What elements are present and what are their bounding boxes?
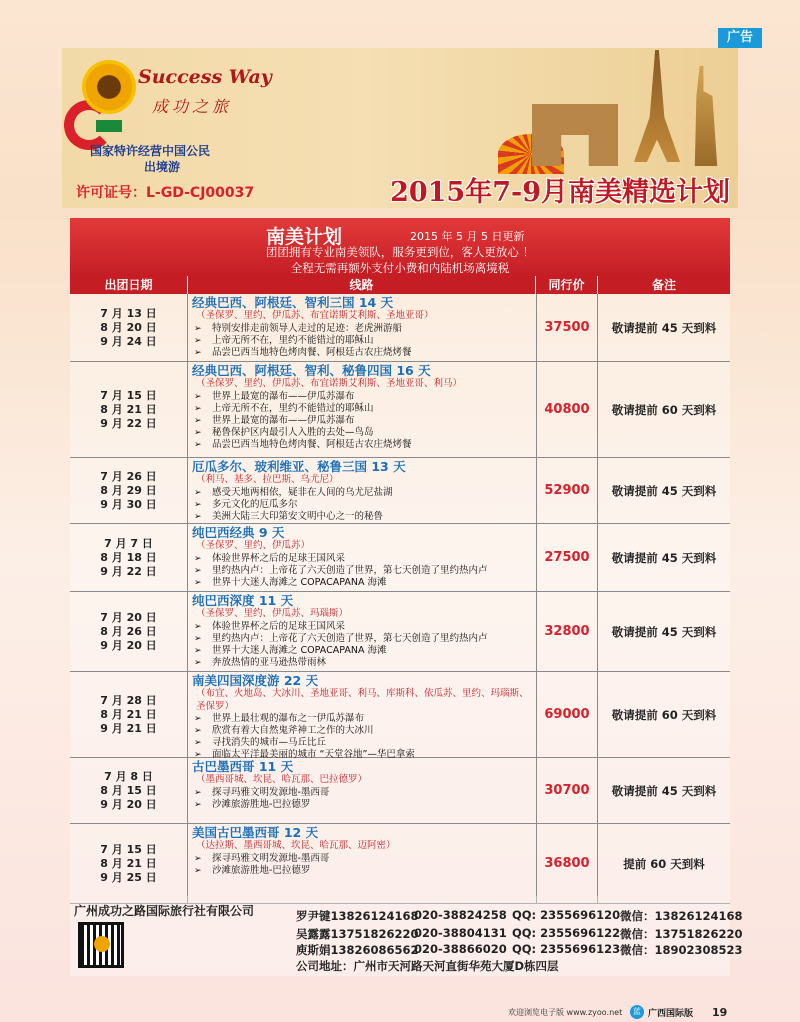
price: 52900 <box>536 458 598 523</box>
departure-date: 9 月 30 日 <box>100 497 157 511</box>
departure-dates <box>70 824 188 903</box>
contact-mobile[interactable]: 13751826220 <box>330 927 419 941</box>
route-highlight: ➢ 体验世界杯之后的足球王国风采 <box>192 553 536 565</box>
route-highlight: ➢ 里约热内卢：上帝花了六天创造了世界，第七天创造了里约热内卢 <box>192 565 536 577</box>
route-cities: （达拉斯、墨西哥城、坎昆、哈瓦那、迈阿密） <box>196 840 396 851</box>
departure-date: 7 月 15 日 <box>100 842 157 856</box>
qr-logo-icon <box>94 936 110 952</box>
route-cell <box>192 759 536 811</box>
departure-date: 7 月 26 日 <box>100 469 157 483</box>
edition-logo-icon: 蓝 <box>630 1005 644 1019</box>
contact-qq[interactable]: QQ: 2355696122 <box>512 926 621 940</box>
price: 36800 <box>536 824 598 903</box>
route-cities: （布宜、火地岛、大冰川、圣地亚哥、利马、库斯科、依瓜苏、里约、玛瑙斯、圣保罗） <box>196 688 529 712</box>
route-highlight: ➢ 多元文化的厄瓜多尔 <box>192 499 536 511</box>
departure-dates <box>70 458 188 523</box>
table-row <box>70 458 730 524</box>
departure-dates <box>70 758 188 823</box>
route-highlight: ➢ 面临太平洋最美丽的城市 “天堂谷地”—华巴拿索 <box>192 749 536 761</box>
route-title[interactable]: 厄瓜多尔、玻利维亚、秘鲁三国 13 天 <box>192 459 406 474</box>
price: 32800 <box>536 592 598 671</box>
table-row <box>70 672 730 758</box>
route-cities: （墨西哥城、坎昆、哈瓦那、巴拉德罗） <box>196 774 368 785</box>
route-title[interactable]: 南美四国深度游 22 天 <box>192 673 319 688</box>
brand-english: Success Way <box>138 66 272 88</box>
route-cell <box>192 459 536 523</box>
route-highlight: ➢ 上帝无所不在，里约不能错过的耶稣山 <box>192 403 536 415</box>
note: 敬请提前 45 天到料 <box>611 320 717 335</box>
route-highlight: ➢ 世界上最壮观的瀑布之一伊瓜苏瀑布 <box>192 713 536 725</box>
brand-chinese: 成功之旅 <box>152 97 233 116</box>
route-cities: （圣保罗、里约、伊瓜苏、布宜诺斯艾利斯、圣地亚哥） <box>196 310 434 321</box>
plan-title: 南美计划 <box>266 226 343 248</box>
column-header-date: 出团日期 <box>70 276 188 294</box>
route-cell <box>192 593 536 669</box>
route-title[interactable]: 美国古巴墨西哥 12 天 <box>192 825 319 840</box>
table-row <box>70 592 730 672</box>
company-name: 广州成功之路国际旅行社有限公司 <box>74 904 255 918</box>
departure-dates <box>70 592 188 671</box>
note: 敬请提前 45 天到料 <box>611 483 717 498</box>
price: 30700 <box>536 758 598 823</box>
route-cities: （圣保罗、里约、伊瓜苏） <box>196 540 311 551</box>
footer <box>70 896 743 976</box>
route-title[interactable]: 纯巴西深度 11 天 <box>192 593 294 608</box>
contact-name-mobile <box>296 926 419 942</box>
departure-date: 9 月 25 日 <box>100 870 157 884</box>
departure-date: 8 月 20 日 <box>100 320 157 334</box>
departure-date: 9 月 22 日 <box>100 564 157 578</box>
contact-phone[interactable]: 020-38804131 <box>414 926 507 940</box>
contact-name: 庾斯娟 <box>296 943 331 957</box>
arc-de-triomphe-icon <box>532 104 618 166</box>
contact-wechat[interactable]: 微信：13826124168 <box>620 909 743 923</box>
note: 提前 60 天到料 <box>623 856 705 871</box>
contact-wechat[interactable]: 微信：13751826220 <box>620 927 743 941</box>
company-address: 公司地址：广州市天河路天河直街华苑大厦D栋四层 <box>296 959 559 973</box>
column-header-note: 备注 <box>598 276 730 294</box>
contact-name: 吴露露 <box>296 927 331 941</box>
departure-date: 7 月 15 日 <box>100 388 157 402</box>
departure-date: 8 月 29 日 <box>100 483 157 497</box>
departure-date: 8 月 21 日 <box>100 402 157 416</box>
route-highlight: ➢ 世界上最宽的瀑布——伊瓜苏瀑布 <box>192 415 536 427</box>
route-highlight: ➢ 探寻玛雅文明发源地-墨西哥 <box>192 787 536 799</box>
departure-date: 8 月 21 日 <box>100 856 157 870</box>
license-line-2: 出境游 <box>144 160 181 174</box>
note: 敬请提前 45 天到料 <box>611 550 717 565</box>
contact-phone[interactable]: 020-38866020 <box>414 942 507 956</box>
ad-tag: 广告 <box>718 28 762 48</box>
departure-date: 7 月 28 日 <box>100 693 157 707</box>
route-cell <box>192 673 536 761</box>
departure-date: 9 月 20 日 <box>100 638 157 652</box>
route-title[interactable]: 古巴墨西哥 11 天 <box>192 759 294 774</box>
column-header-route: 线路 <box>188 276 536 294</box>
departure-date: 8 月 18 日 <box>100 550 157 564</box>
route-highlight: ➢ 体验世界杯之后的足球王国风采 <box>192 621 536 633</box>
route-highlight: ➢ 世界上最宽的瀑布——伊瓜苏瀑布 <box>192 391 536 403</box>
contact-name-mobile <box>296 908 419 924</box>
departure-date: 7 月 20 日 <box>100 610 157 624</box>
route-highlight: ➢ 上帝无所不在，里约不能错过的耶稣山 <box>192 335 536 347</box>
route-title[interactable]: 经典巴西、阿根廷、智利三国 14 天 <box>192 295 394 310</box>
banner-title: 2015年7-9月南美精选计划 <box>390 177 730 208</box>
site-text[interactable]: 欢迎浏览电子版 www.zyoo.net <box>508 1008 623 1017</box>
route-cities: （圣保罗、里约、伊瓜苏、玛瑙斯） <box>196 608 349 619</box>
route-highlight: ➢ 感受天地两相依，疑非在人间的乌尤尼盐湖 <box>192 487 536 499</box>
table-row <box>70 758 730 824</box>
route-highlight: ➢ 世界十大迷人海滩之 COPACAPANA 海滩 <box>192 645 536 657</box>
route-cell <box>192 295 536 359</box>
logo-mark-icon <box>96 120 122 132</box>
price: 40800 <box>536 362 598 457</box>
route-highlight: ➢ 里约热内卢：上帝花了六天创造了世界，第七天创造了里约热内卢 <box>192 633 536 645</box>
route-title[interactable]: 经典巴西、阿根廷、智利、秘鲁四国 16 天 <box>192 363 431 378</box>
route-highlight: ➢ 沙滩旅游胜地-巴拉德罗 <box>192 799 536 811</box>
route-cell <box>192 363 536 451</box>
route-highlight: ➢ 品尝巴西当地特色烤肉餐、阿根廷古农庄烧烤餐 <box>192 347 536 359</box>
departure-dates <box>70 672 188 757</box>
route-cities: （利马、基多、拉巴斯、乌尤尼） <box>196 474 339 485</box>
route-highlight: ➢ 沙滩旅游胜地-巴拉德罗 <box>192 865 536 877</box>
sunflower-icon <box>82 60 136 114</box>
banner <box>62 48 738 208</box>
column-header-price: 同行价 <box>536 276 598 294</box>
departure-date: 9 月 22 日 <box>100 416 157 430</box>
departure-date: 7 月 13 日 <box>100 306 157 320</box>
departure-dates <box>70 362 188 457</box>
table-row <box>70 362 730 458</box>
route-highlight: ➢ 秘鲁保护区内最引人入胜的去处—鸟岛 <box>192 427 536 439</box>
route-highlight: ➢ 美洲大陆三大印第安文明中心之一的秘鲁 <box>192 511 536 523</box>
departure-date: 7 月 7 日 <box>104 536 153 550</box>
route-title[interactable]: 纯巴西经典 9 天 <box>192 525 285 540</box>
route-cell <box>192 525 536 589</box>
price: 27500 <box>536 524 598 591</box>
edition-name: 广西国际版 <box>648 1009 694 1019</box>
plan-header <box>70 218 730 276</box>
route-highlight: ➢ 探寻玛雅文明发源地-墨西哥 <box>192 853 536 865</box>
note: 敬请提前 60 天到料 <box>611 402 717 417</box>
departure-date: 9 月 20 日 <box>100 797 157 811</box>
plan-table <box>70 218 730 896</box>
contact-wechat[interactable]: 微信：18902308523 <box>620 943 743 957</box>
departure-date: 7 月 8 日 <box>104 769 153 783</box>
note: 敬请提前 45 天到料 <box>611 783 717 798</box>
table-row <box>70 294 730 362</box>
permit-number: 许可证号：L-GD-CJ00037 <box>76 185 255 201</box>
note: 敬请提前 60 天到料 <box>611 707 717 722</box>
route-cell <box>192 825 536 877</box>
table-row <box>70 524 730 592</box>
page-number: 19 <box>712 1006 728 1019</box>
eiffel-tower-icon <box>634 50 680 162</box>
license-line-1: 国家特许经营中国公民 <box>90 144 211 158</box>
route-highlight: ➢ 世界十大迷人海滩之 COPACAPANA 海滩 <box>192 577 536 589</box>
departure-date: 9 月 21 日 <box>100 721 157 735</box>
departure-dates <box>70 294 188 361</box>
route-cities: （圣保罗、里约、伊瓜苏、布宜诺斯艾利斯、圣地亚哥、利马） <box>196 378 463 389</box>
contact-qq[interactable]: QQ: 2355696123 <box>512 942 621 956</box>
contact-name-mobile <box>296 942 419 958</box>
price: 69000 <box>536 672 598 757</box>
plan-subtitle-2: 全程无需再额外支付小费和内陆机场离境税 <box>290 261 510 275</box>
plan-subtitle-1: 团团拥有专业南美领队，服务更到位，客人更放心 ！ <box>265 245 535 259</box>
route-highlight: ➢ 特别安排走前领导人走过的足迹：老虎洲游船 <box>192 323 536 335</box>
route-highlight: ➢ 欣赏有着大自然鬼斧神工之作的大冰川 <box>192 725 536 737</box>
route-highlight: ➢ 奔放热情的亚马逊热带雨林 <box>192 657 536 669</box>
contact-mobile[interactable]: 13826086562 <box>330 943 419 957</box>
price: 37500 <box>536 294 598 361</box>
route-highlight: ➢ 品尝巴西当地特色烤肉餐、阿根廷古农庄烧烤餐 <box>192 439 536 451</box>
table-row <box>70 824 730 904</box>
departure-date: 8 月 21 日 <box>100 707 157 721</box>
statue-of-liberty-icon <box>690 66 722 166</box>
departure-date: 9 月 24 日 <box>100 334 157 348</box>
departure-date: 8 月 26 日 <box>100 624 157 638</box>
contact-mobile[interactable]: 13826124168 <box>330 909 419 923</box>
contact-phone[interactable]: 020-38824258 <box>414 908 507 922</box>
departure-dates <box>70 524 188 591</box>
route-highlight: ➢ 寻找消失的城市—马丘比丘 <box>192 737 536 749</box>
plan-updated: 2015 年 5 月 5 日更新 <box>410 230 525 243</box>
contact-qq[interactable]: QQ: 2355696120 <box>512 908 621 922</box>
note: 敬请提前 45 天到料 <box>611 624 717 639</box>
departure-date: 8 月 15 日 <box>100 783 157 797</box>
contact-name: 罗尹键 <box>296 909 331 923</box>
